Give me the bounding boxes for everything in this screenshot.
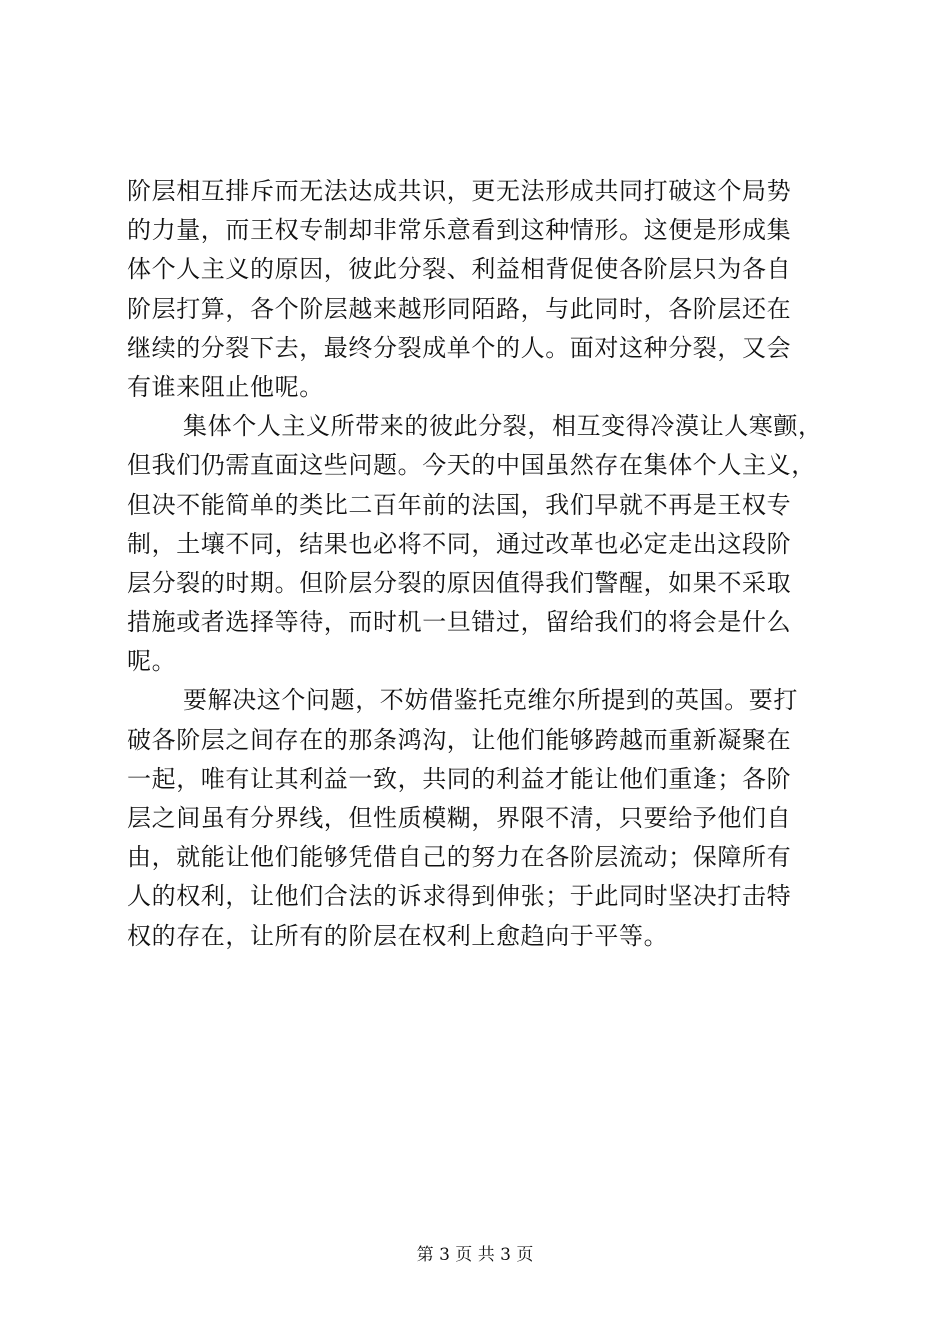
paragraph-1: [127, 172, 827, 407]
text-line: 人的权利，让他们合法的诉求得到伸张；于此同时坚决打击特: [127, 882, 792, 911]
text-line: 但我们仍需直面这些问题。今天的中国虽然存在集体个人主义，: [127, 451, 816, 480]
text-line: 制，土壤不同，结果也必将不同，通过改革也必定走出这段阶: [127, 529, 792, 558]
text-line: 呢。: [127, 647, 177, 676]
text-line: 要解决这个问题，不妨借鉴托克维尔所提到的英国。要打: [183, 686, 798, 715]
text-line: 集体个人主义所带来的彼此分裂，相互变得冷漠让人寒颤，: [183, 412, 823, 441]
text-line: 权的存在，让所有的阶层在权利上愈趋向于平等。: [127, 921, 669, 950]
text-line: 有谁来阻止他呢。: [127, 372, 324, 401]
text-line: 阶层打算，各个阶层越来越形同陌路，与此同时，各阶层还在: [127, 294, 792, 323]
text-line: 措施或者选择等待，而时机一旦错过，留给我们的将会是什么: [127, 608, 792, 637]
text-line: 继续的分裂下去，最终分裂成单个的人。面对这种分裂，又会: [127, 333, 792, 362]
text-line: 层之间虽有分界线，但性质模糊，界限不清，只要给予他们自: [127, 804, 792, 832]
text-line: 但决不能简单的类比二百年前的法国，我们早就不再是王权专: [127, 490, 792, 519]
text-line: 破各阶层之间存在的那条鸿沟，让他们能够跨越而重新凝聚在: [127, 725, 792, 754]
paragraph-2: [127, 407, 827, 681]
document-body: [127, 172, 827, 956]
text-line: 层分裂的时期。但阶层分裂的原因值得我们警醒，如果不采取: [127, 568, 792, 597]
paragraph-3: [127, 681, 827, 955]
text-line: 由，就能让他们能够凭借自己的努力在各阶层流动；保障所有: [127, 843, 792, 872]
text-line: 一起，唯有让其利益一致，共同的利益才能让他们重逢；各阶: [127, 764, 792, 793]
text-line: 体个人主义的原因，彼此分裂、利益相背促使各阶层只为各自: [127, 255, 792, 284]
page-number-footer: 第 3 页 共 3 页: [416, 1245, 534, 1265]
text-line: 的力量，而王权专制却非常乐意看到这种情形。这便是形成集: [127, 216, 792, 245]
text-line: 阶层相互排斥而无法达成共识，更无法形成共同打破这个局势: [127, 177, 792, 205]
